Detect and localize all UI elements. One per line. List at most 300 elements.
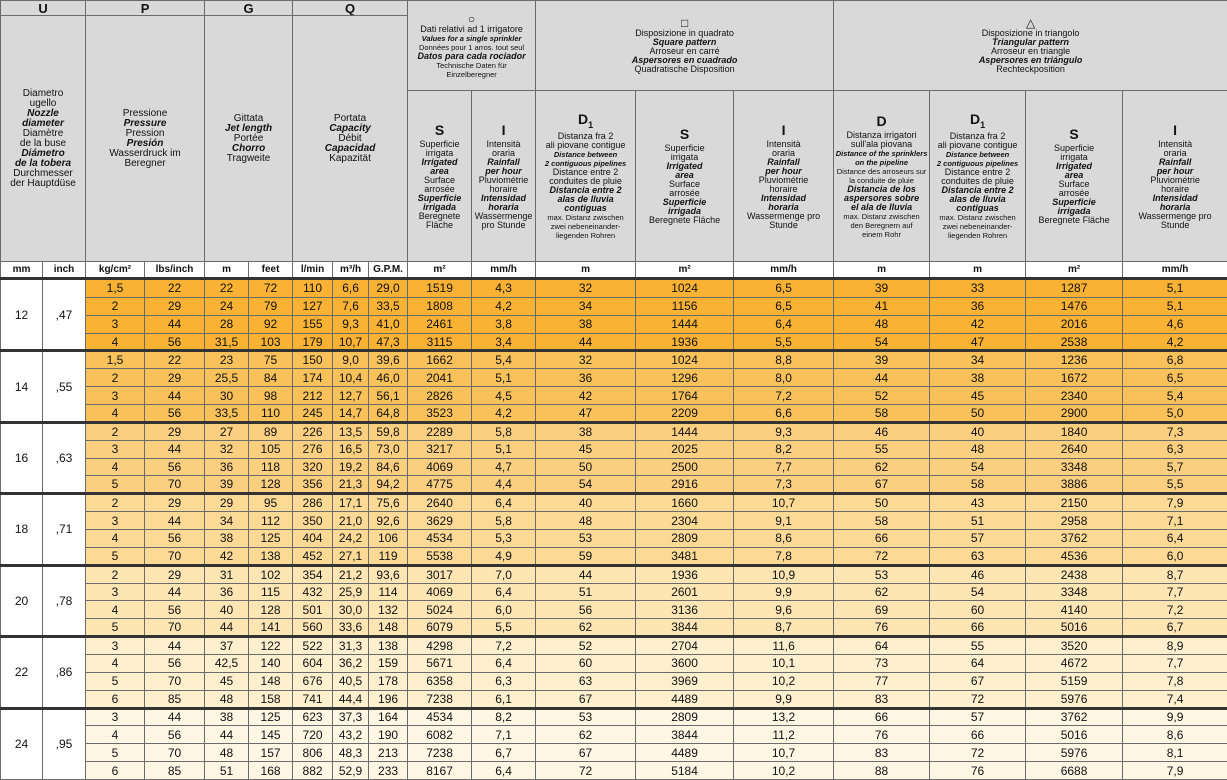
unit-cell: G.P.M. [369, 262, 408, 279]
data-cell: 88 [834, 762, 930, 780]
data-cell: 55 [930, 637, 1026, 655]
data-cell: 10,4 [333, 369, 369, 387]
data-cell: 2809 [636, 529, 734, 547]
unit-cell: m [205, 262, 249, 279]
data-cell: 44 [145, 583, 205, 601]
data-cell: 5 [86, 744, 145, 762]
data-cell: 190 [369, 726, 408, 744]
nozzle-group-20 [1, 565, 1227, 636]
data-cell: 85 [145, 690, 205, 708]
data-cell: 13,5 [333, 422, 369, 440]
data-cell: 34 [536, 297, 636, 315]
data-cell: 2640 [408, 494, 472, 512]
data-cell: 50 [834, 494, 930, 512]
data-cell: 73,0 [369, 440, 408, 458]
data-cell: 10,7 [333, 333, 369, 351]
data-cell: 5,5 [734, 333, 834, 351]
nozzle-mm-cell: 12 [1, 279, 43, 351]
table-row [1, 405, 1227, 423]
data-cell: 5016 [1026, 619, 1123, 637]
data-cell: 159 [369, 654, 408, 672]
data-cell: 103 [249, 333, 293, 351]
data-cell: 6,3 [1123, 440, 1227, 458]
data-cell: 6,6 [734, 405, 834, 423]
data-cell: 3629 [408, 512, 472, 530]
data-cell: 59 [536, 547, 636, 565]
data-cell: 16,5 [333, 440, 369, 458]
data-cell: 10,2 [734, 672, 834, 690]
data-cell: 39,6 [369, 351, 408, 369]
data-cell: 148 [249, 672, 293, 690]
data-cell: 4,5 [472, 387, 536, 405]
data-cell: 44 [145, 387, 205, 405]
data-cell: 3844 [636, 619, 734, 637]
data-cell: 56 [145, 726, 205, 744]
data-cell: 8,1 [1123, 744, 1227, 762]
data-cell: 2826 [408, 387, 472, 405]
data-cell: 31 [205, 565, 249, 583]
units-row [1, 262, 1227, 279]
data-cell: 115 [249, 583, 293, 601]
data-cell: 27,1 [333, 547, 369, 565]
data-cell: 2 [86, 297, 145, 315]
data-cell: 2 [86, 422, 145, 440]
data-cell: 501 [293, 601, 333, 619]
data-cell: 3762 [1026, 529, 1123, 547]
data-cell: 60 [930, 601, 1026, 619]
data-cell: 52,9 [333, 762, 369, 780]
unit-cell: m [834, 262, 930, 279]
data-cell: 1444 [636, 315, 734, 333]
data-cell: 33,6 [333, 619, 369, 637]
data-cell: 6,5 [734, 279, 834, 298]
data-cell: 50 [536, 458, 636, 476]
data-cell: 19,2 [333, 458, 369, 476]
nozzle-inch-cell: ,55 [43, 351, 86, 422]
data-cell: 3 [86, 512, 145, 530]
data-cell: 1840 [1026, 422, 1123, 440]
data-cell: 7,1 [1123, 512, 1227, 530]
data-cell: 24,2 [333, 529, 369, 547]
data-cell: 5,1 [472, 440, 536, 458]
data-cell: 36 [536, 369, 636, 387]
data-cell: 118 [249, 458, 293, 476]
data-cell: 41 [834, 297, 930, 315]
data-cell: 5,0 [1123, 405, 1227, 423]
table-row [1, 315, 1227, 333]
data-cell: 9,9 [734, 583, 834, 601]
data-cell: 350 [293, 512, 333, 530]
data-cell: 10,9 [734, 565, 834, 583]
square-irrigated-area-header: S Superficie irrigata Irrigated area Surface arrosée Superficie irrigada Beregnete Fläche [636, 91, 734, 262]
table-row [1, 744, 1227, 762]
data-cell: 56 [145, 529, 205, 547]
data-cell: 1519 [408, 279, 472, 298]
data-cell: 6,3 [472, 672, 536, 690]
single-irrigated-area-header: S Superficie irrigata Irrigated area Surface arrosée Superficie irrigada Beregnete Fläche [408, 91, 472, 262]
data-cell: 3523 [408, 405, 472, 423]
data-cell: 1,5 [86, 351, 145, 369]
data-cell: 12,7 [333, 387, 369, 405]
data-cell: 125 [249, 529, 293, 547]
data-cell: 106 [369, 529, 408, 547]
data-cell: 3520 [1026, 637, 1123, 655]
data-cell: 57 [930, 708, 1026, 726]
data-cell: 83 [834, 690, 930, 708]
data-cell: 4,4 [472, 476, 536, 494]
data-cell: 70 [145, 547, 205, 565]
data-cell: 132 [369, 601, 408, 619]
data-cell: 105 [249, 440, 293, 458]
data-cell: 3,8 [472, 315, 536, 333]
data-cell: 3136 [636, 601, 734, 619]
table-row [1, 494, 1227, 512]
data-cell: 6688 [1026, 762, 1123, 780]
nozzle-group-14 [1, 351, 1227, 422]
data-cell: 38 [205, 708, 249, 726]
data-cell: 67 [536, 744, 636, 762]
data-cell: 36,2 [333, 654, 369, 672]
data-cell: 4 [86, 529, 145, 547]
data-cell: 9,6 [734, 601, 834, 619]
table-row [1, 565, 1227, 583]
data-cell: 119 [369, 547, 408, 565]
data-cell: 29 [145, 297, 205, 315]
data-cell: 5,5 [472, 619, 536, 637]
data-cell: 29 [145, 422, 205, 440]
data-cell: 33,5 [369, 297, 408, 315]
data-cell: 44 [205, 619, 249, 637]
nozzle-mm-cell: 24 [1, 708, 43, 780]
data-cell: 79 [249, 297, 293, 315]
data-cell: 4 [86, 405, 145, 423]
nozzle-mm-cell: 14 [1, 351, 43, 422]
data-cell: 4,2 [472, 405, 536, 423]
table-row [1, 512, 1227, 530]
data-cell: 64 [930, 654, 1026, 672]
data-cell: 882 [293, 762, 333, 780]
data-cell: 57 [930, 529, 1026, 547]
data-cell: 33 [930, 279, 1026, 298]
data-cell: 46,0 [369, 369, 408, 387]
data-cell: 10,1 [734, 654, 834, 672]
data-cell: 1,5 [86, 279, 145, 298]
data-cell: 58 [930, 476, 1026, 494]
data-cell: 1660 [636, 494, 734, 512]
data-cell: 7,6 [333, 297, 369, 315]
data-cell: 286 [293, 494, 333, 512]
data-cell: 452 [293, 547, 333, 565]
data-cell: 56 [145, 601, 205, 619]
data-cell: 158 [249, 690, 293, 708]
data-cell: 138 [249, 547, 293, 565]
data-cell: 233 [369, 762, 408, 780]
data-cell: 76 [930, 762, 1026, 780]
data-cell: 5,8 [472, 422, 536, 440]
data-cell: 60 [536, 654, 636, 672]
data-cell: 30,0 [333, 601, 369, 619]
data-cell: 66 [834, 529, 930, 547]
table-row [1, 297, 1227, 315]
unit-cell: m² [636, 262, 734, 279]
data-cell: 44 [145, 440, 205, 458]
table-row [1, 387, 1227, 405]
data-cell: 164 [369, 708, 408, 726]
data-cell: 2150 [1026, 494, 1123, 512]
data-cell: 114 [369, 583, 408, 601]
data-cell: 51 [205, 762, 249, 780]
data-cell: 3017 [408, 565, 472, 583]
data-cell: 37,3 [333, 708, 369, 726]
data-cell: 2461 [408, 315, 472, 333]
data-cell: 7,3 [734, 476, 834, 494]
data-cell: 3 [86, 637, 145, 655]
data-cell: 141 [249, 619, 293, 637]
unit-cell: mm/h [1123, 262, 1227, 279]
data-cell: 62 [834, 458, 930, 476]
data-cell: 9,9 [734, 690, 834, 708]
data-cell: 4140 [1026, 601, 1123, 619]
data-cell: 1936 [636, 565, 734, 583]
data-cell: 168 [249, 762, 293, 780]
data-cell: 11,2 [734, 726, 834, 744]
triangular-pattern-header: △ Disposizione in triangolo Triangular pattern Arroseur en triangle Aspersores en triángulo Rechteckposition [834, 1, 1227, 91]
square-icon: □ [680, 16, 689, 30]
data-cell: 1296 [636, 369, 734, 387]
nozzle-mm-cell: 22 [1, 637, 43, 708]
data-cell: 6082 [408, 726, 472, 744]
triangle-pipeline-distance-header: $D_1$ Distanza fra 2 ali piovane contigue Distance between 2 contiguous pipelines Distance entre 2 conduites de pluie Distancia entre 2 alas de lluvia contiguas max. Distanz zwischen zwei nebeneinander- liegenden Rohren [930, 91, 1026, 262]
data-cell: 8,6 [1123, 726, 1227, 744]
data-cell: 4,7 [472, 458, 536, 476]
unit-cell: lbs/inch [145, 262, 205, 279]
unit-cell: mm/h [472, 262, 536, 279]
data-cell: 64 [834, 637, 930, 655]
table-row [1, 583, 1227, 601]
data-cell: 145 [249, 726, 293, 744]
data-cell: 77 [834, 672, 930, 690]
triangle-rainfall-header: I Intensità oraria Rainfall per hour Pluviométrie horaire Intensidad horaria Wassermenge pro Stunde [1123, 91, 1227, 262]
data-cell: 2958 [1026, 512, 1123, 530]
table-row [1, 637, 1227, 655]
data-cell: 36 [205, 458, 249, 476]
data-cell: 1936 [636, 333, 734, 351]
data-cell: 32 [536, 351, 636, 369]
table-row [1, 440, 1227, 458]
data-cell: 39 [205, 476, 249, 494]
data-cell: 58 [834, 512, 930, 530]
data-cell: 53 [536, 708, 636, 726]
data-cell: 7,7 [734, 458, 834, 476]
data-cell: 32 [536, 279, 636, 298]
data-cell: 1476 [1026, 297, 1123, 315]
data-cell: 42 [536, 387, 636, 405]
data-cell: 39 [834, 279, 930, 298]
data-cell: 356 [293, 476, 333, 494]
data-cell: 52 [536, 637, 636, 655]
data-cell: 2438 [1026, 565, 1123, 583]
data-cell: 6,0 [1123, 547, 1227, 565]
data-cell: 7,8 [1123, 672, 1227, 690]
data-cell: 245 [293, 405, 333, 423]
data-cell: 67 [536, 690, 636, 708]
unit-cell: m³/h [333, 262, 369, 279]
data-cell: 720 [293, 726, 333, 744]
data-cell: 44 [145, 637, 205, 655]
data-cell: 72 [930, 744, 1026, 762]
data-cell: 51 [536, 583, 636, 601]
data-cell: 9,3 [333, 315, 369, 333]
data-cell: 69 [834, 601, 930, 619]
data-cell: 31,5 [205, 333, 249, 351]
triangle-sprinkler-distance-header: D Distanza irrigatori sull'ala piovana Distance of the sprinklers on the pipeline Distance des arroseurs sur la conduite de pluie Distancia de los aspersores sobre el ala de lluvia max. Distanz zwischen den Beregnern auf einem Rohr [834, 91, 930, 262]
data-cell: 2900 [1026, 405, 1123, 423]
data-cell: 4534 [408, 529, 472, 547]
data-cell: 37 [205, 637, 249, 655]
data-cell: 94,2 [369, 476, 408, 494]
col-letter-u: U [1, 1, 86, 16]
data-cell: 23 [205, 351, 249, 369]
data-cell: 43,2 [333, 726, 369, 744]
data-cell: 1444 [636, 422, 734, 440]
data-cell: 93,6 [369, 565, 408, 583]
data-cell: 157 [249, 744, 293, 762]
data-cell: 623 [293, 708, 333, 726]
data-cell: 102 [249, 565, 293, 583]
nozzle-inch-cell: ,47 [43, 279, 86, 351]
data-cell: 6,7 [472, 744, 536, 762]
data-cell: 30 [205, 387, 249, 405]
data-cell: 6,5 [1123, 369, 1227, 387]
data-cell: 44 [536, 333, 636, 351]
data-cell: 1024 [636, 279, 734, 298]
data-cell: 67 [930, 672, 1026, 690]
data-cell: 8,7 [1123, 565, 1227, 583]
data-cell: 110 [249, 405, 293, 423]
data-cell: 51 [930, 512, 1026, 530]
data-cell: 29 [145, 494, 205, 512]
data-cell: 4775 [408, 476, 472, 494]
data-cell: 5,1 [1123, 297, 1227, 315]
data-cell: 3 [86, 440, 145, 458]
data-cell: 148 [369, 619, 408, 637]
data-cell: 45 [930, 387, 1026, 405]
data-cell: 10,7 [734, 494, 834, 512]
data-cell: 11,6 [734, 637, 834, 655]
data-cell: 179 [293, 333, 333, 351]
data-cell: 29 [205, 494, 249, 512]
data-cell: 7,2 [734, 387, 834, 405]
unit-cell: mm/h [734, 262, 834, 279]
data-cell: 48 [930, 440, 1026, 458]
nozzle-mm-cell: 16 [1, 422, 43, 493]
data-cell: 63 [536, 672, 636, 690]
nozzle-group-16 [1, 422, 1227, 493]
data-cell: 150 [293, 351, 333, 369]
pressure-header: Pressione Pressure Pression Presión Wasserdruck im Beregner [86, 16, 205, 262]
data-cell: 9,1 [734, 512, 834, 530]
data-cell: 58 [834, 405, 930, 423]
data-cell: 52 [834, 387, 930, 405]
data-cell: 45 [536, 440, 636, 458]
data-cell: 404 [293, 529, 333, 547]
data-cell: 3348 [1026, 583, 1123, 601]
data-cell: 676 [293, 672, 333, 690]
data-cell: 56 [145, 333, 205, 351]
data-cell: 70 [145, 619, 205, 637]
table-row [1, 422, 1227, 440]
data-cell: 44 [536, 565, 636, 583]
data-cell: 46 [930, 565, 1026, 583]
data-cell: 4,9 [472, 547, 536, 565]
data-cell: 76 [834, 619, 930, 637]
data-cell: 3348 [1026, 458, 1123, 476]
data-cell: 92,6 [369, 512, 408, 530]
data-cell: 6,8 [1123, 351, 1227, 369]
table-row [1, 279, 1227, 298]
data-cell: 39 [834, 351, 930, 369]
data-cell: 226 [293, 422, 333, 440]
data-cell: 6,4 [472, 583, 536, 601]
data-cell: 741 [293, 690, 333, 708]
data-cell: 89 [249, 422, 293, 440]
nozzle-inch-cell: ,71 [43, 494, 86, 565]
data-cell: 276 [293, 440, 333, 458]
data-cell: 3481 [636, 547, 734, 565]
table-row [1, 529, 1227, 547]
data-cell: 140 [249, 654, 293, 672]
data-cell: 213 [369, 744, 408, 762]
data-cell: 84 [249, 369, 293, 387]
unit-cell: inch [43, 262, 86, 279]
data-cell: 5,4 [472, 351, 536, 369]
data-cell: 155 [293, 315, 333, 333]
unit-cell: kg/cm² [86, 262, 145, 279]
data-cell: 5 [86, 619, 145, 637]
single-sprinkler-header: ○ Dati relativi ad 1 irrigatore Values for a single sprinkler Données pour 1 arros. tout seul Datos para cada rociador Technische Daten für Einzelberegner [408, 1, 536, 91]
data-cell: 42 [205, 547, 249, 565]
single-rainfall-header: I Intensità oraria Rainfall per hour Pluviométrie horaire Intensidad horaria Wassermenge pro Stunde [472, 91, 536, 262]
data-cell: 1024 [636, 351, 734, 369]
data-cell: 4489 [636, 690, 734, 708]
data-cell: 56,1 [369, 387, 408, 405]
nozzle-mm-cell: 20 [1, 565, 43, 636]
data-cell: 10,7 [734, 744, 834, 762]
data-cell: 70 [145, 672, 205, 690]
data-cell: 5,1 [472, 369, 536, 387]
nozzle-inch-cell: ,95 [43, 708, 86, 780]
data-cell: 9,3 [734, 422, 834, 440]
data-cell: 62 [834, 583, 930, 601]
data-cell: 4069 [408, 458, 472, 476]
data-cell: 98 [249, 387, 293, 405]
data-cell: 604 [293, 654, 333, 672]
data-cell: 8,6 [734, 529, 834, 547]
data-cell: 22 [145, 351, 205, 369]
data-cell: 1156 [636, 297, 734, 315]
data-cell: 3 [86, 708, 145, 726]
data-cell: 5016 [1026, 726, 1123, 744]
unit-cell: feet [249, 262, 293, 279]
data-cell: 5,4 [1123, 387, 1227, 405]
triangle-irrigated-area-header: S Superficie irrigata Irrigated area Surface arrosée Superficie irrigada Beregnete Fläche [1026, 91, 1123, 262]
data-cell: 127 [293, 297, 333, 315]
data-cell: 8,9 [1123, 637, 1227, 655]
unit-cell: m [536, 262, 636, 279]
data-cell: 54 [930, 583, 1026, 601]
data-cell: 5159 [1026, 672, 1123, 690]
nozzle-group-12 [1, 279, 1227, 351]
